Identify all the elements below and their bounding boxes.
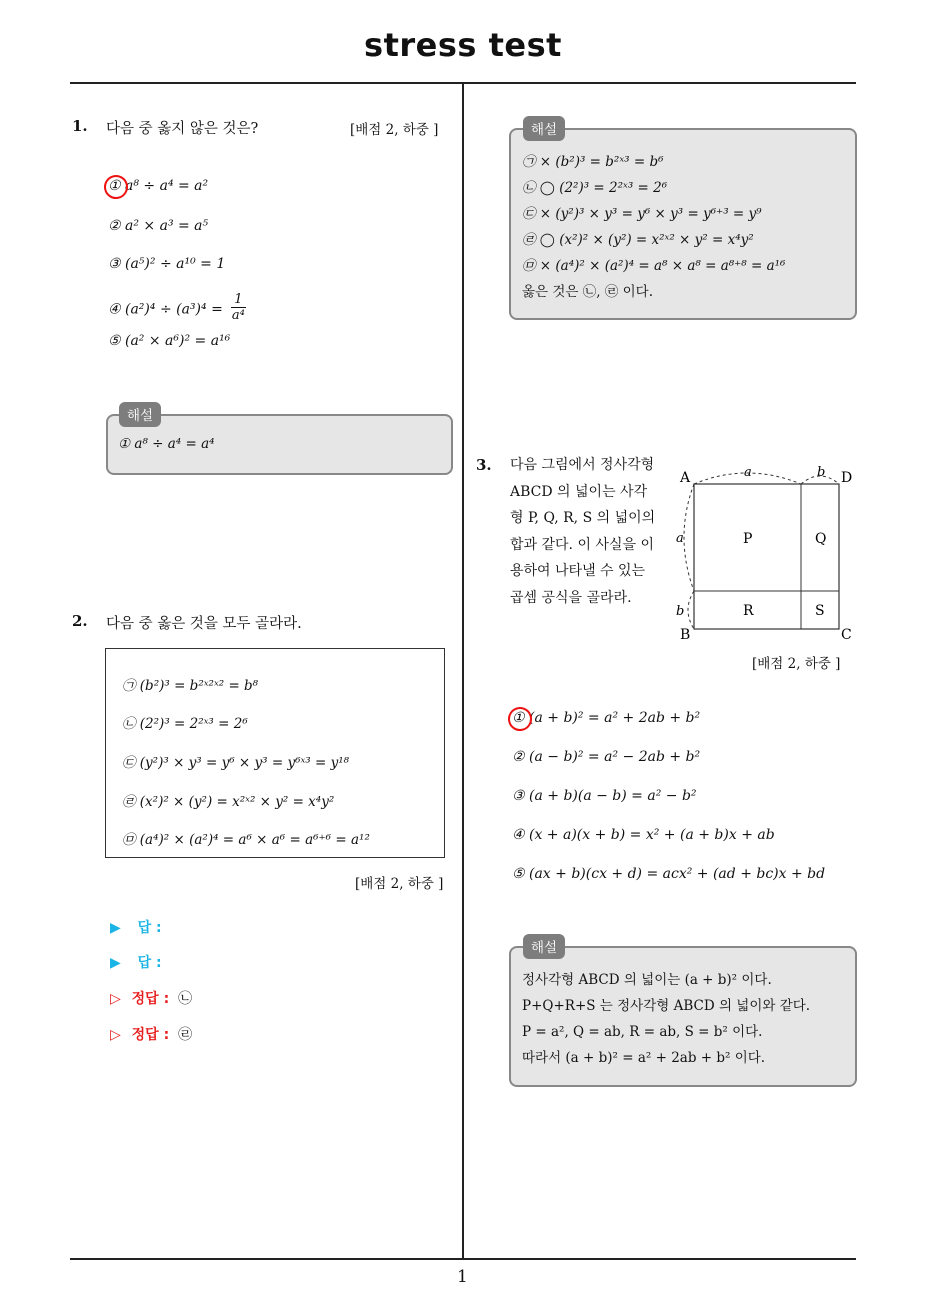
question-2-statement-3: ㉢ (y²)³ × y³ = y⁶ × y³ = y⁶ˣ³ = y¹⁸ xyxy=(122,755,350,771)
top-label-b: b xyxy=(817,465,826,480)
question-2-solution-line-6: 옳은 것은 ㉡, ㉣ 이다. xyxy=(522,284,653,300)
answer-marker: ▶ xyxy=(110,955,121,971)
question-1-option-4[interactable] xyxy=(108,294,246,325)
corner-d: D xyxy=(841,470,853,486)
page-number: 1 xyxy=(457,1267,468,1287)
answer-line-1[interactable] xyxy=(110,917,162,937)
top-label-a: a xyxy=(744,465,752,480)
question-3-number: 3. xyxy=(476,456,492,474)
correct-answer-line-2 xyxy=(110,1024,192,1044)
left-brace-a xyxy=(684,484,694,591)
left-label-b: b xyxy=(676,604,685,619)
question-2-solution-line-5: ㉤ × (a⁴)² × (a²)⁴ = a⁸ × a⁸ = a⁸⁺⁸ = a¹⁶ xyxy=(522,258,786,274)
question-2-solution-line-1: ㉠ × (b²)³ = b²ˣ³ = b⁶ xyxy=(522,154,664,170)
question-2-statement-4: ㉣ (x²)² × (y²) = x²ˣ² × y² = x⁴y² xyxy=(122,794,335,810)
question-1-solution-text: ① a⁸ ÷ a⁴ = a⁴ xyxy=(118,436,215,452)
question-1-option-5[interactable]: ⑤ (a² × a⁶)² = a¹⁶ xyxy=(108,333,231,349)
region-q: Q xyxy=(815,531,827,547)
answer-value: ㉣ xyxy=(178,1027,193,1043)
question-3-solution-line-4: 따라서 (a + b)² = a² + 2ab + b² 이다. xyxy=(522,1050,766,1066)
question-1-number: 1. xyxy=(72,117,88,135)
question-1-text: 다음 중 옳지 않은 것은? xyxy=(106,121,259,137)
fraction-numerator: 1 xyxy=(231,292,245,308)
answer-value: ㉡ xyxy=(178,991,193,1007)
question-1-option-2[interactable]: ② a² × a³ = a⁵ xyxy=(108,218,209,234)
question-3-text: 다음 그림에서 정사각형 ABCD 의 넓이는 사각형 P, Q, R, S 의 넓이의 합과 같다. 이 사실을 이용하여 나타낼 수 있는 곱셈 공식을 골라라. xyxy=(510,457,656,606)
question-3-option-4[interactable]: ④ (x + a)(x + b) = x² + (a + b)x + ab xyxy=(512,827,775,843)
square-abcd-figure xyxy=(670,460,860,645)
option-4-fraction xyxy=(231,292,245,323)
answer-marker: ▶ xyxy=(110,920,121,936)
question-3-solution-line-1: 정사각형 ABCD 의 넓이는 (a + b)² 이다. xyxy=(522,972,772,988)
answer-label: 정답 : xyxy=(131,991,170,1007)
option-4-expression: ④ (a²)⁴ ÷ (a³)⁴ = xyxy=(108,301,223,318)
question-2-meta: [배점 2, 하중 ] xyxy=(355,876,444,892)
question-2-solution-tag: 해설 xyxy=(523,116,565,141)
left-brace-b xyxy=(688,591,694,629)
question-1-meta: [배점 2, 하중 ] xyxy=(350,122,439,138)
question-1-solution-tag: 해설 xyxy=(119,402,161,427)
question-2-solution-line-2: ㉡ ◯ (2²)³ = 2²ˣ³ = 2⁶ xyxy=(522,180,668,196)
question-3-option-5[interactable]: ⑤ (ax + b)(cx + d) = acx² + (ad + bc)x + bd xyxy=(512,866,826,882)
question-3-option-3[interactable]: ③ (a + b)(a − b) = a² − b² xyxy=(512,788,697,804)
question-3-meta: [배점 2, 하중 ] xyxy=(752,656,841,672)
question-3-option-2[interactable]: ② (a − b)² = a² − 2ab + b² xyxy=(512,749,701,765)
answer-label: 답 : xyxy=(137,955,162,971)
question-2-statement-1: ㉠ (b²)³ = b²ˣ²ˣ² = b⁸ xyxy=(122,678,259,694)
question-2-solution-line-3: ㉢ × (y²)³ × y³ = y⁶ × y³ = y⁶⁺³ = y⁹ xyxy=(522,206,762,222)
question-1-option-3[interactable]: ③ (a⁵)² ÷ a¹⁰ = 1 xyxy=(108,256,226,272)
answer-label: 답 : xyxy=(137,920,162,936)
question-2-text: 다음 중 옳은 것을 모두 골라라. xyxy=(106,616,302,632)
answer-label: 정답 : xyxy=(131,1027,170,1043)
question-2-solution-line-4: ㉣ ◯ (x²)² × (y²) = x²ˣ² × y² = x⁴y² xyxy=(522,232,754,248)
page-title: stress test xyxy=(364,26,562,64)
corner-c: C xyxy=(841,627,852,643)
answer-line-2[interactable] xyxy=(110,952,162,972)
correct-answer-line-1 xyxy=(110,988,192,1008)
region-s: S xyxy=(815,603,825,619)
region-r: R xyxy=(743,603,754,619)
answer-marker: ▷ xyxy=(110,1027,121,1043)
corner-a: A xyxy=(680,470,691,486)
answer-marker: ▷ xyxy=(110,991,121,1007)
question-2-number: 2. xyxy=(72,612,88,630)
question-2-statement-2: ㉡ (2²)³ = 2²ˣ³ = 2⁶ xyxy=(122,716,248,732)
footer-rule xyxy=(70,1258,856,1260)
left-label-a: a xyxy=(676,531,684,546)
question-3-solution-line-2: P+Q+R+S 는 정사각형 ABCD 의 넓이와 같다. xyxy=(522,998,811,1014)
question-3-option-1[interactable]: ① (a + b)² = a² + 2ab + b² xyxy=(512,710,701,726)
corner-b: B xyxy=(680,627,691,643)
question-1-option-1[interactable]: ① a⁸ ÷ a⁴ = a² xyxy=(108,178,209,194)
question-3-solution-line-3: P = a², Q = ab, R = ab, S = b² 이다. xyxy=(522,1024,763,1040)
region-p: P xyxy=(743,531,753,547)
question-2-statement-5: ㉤ (a⁴)² × (a²)⁴ = a⁶ × a⁶ = a⁶⁺⁶ = a¹² xyxy=(122,832,370,848)
question-3-solution-tag: 해설 xyxy=(523,934,565,959)
fraction-denominator: a⁴ xyxy=(231,308,245,323)
column-divider xyxy=(462,84,464,1258)
